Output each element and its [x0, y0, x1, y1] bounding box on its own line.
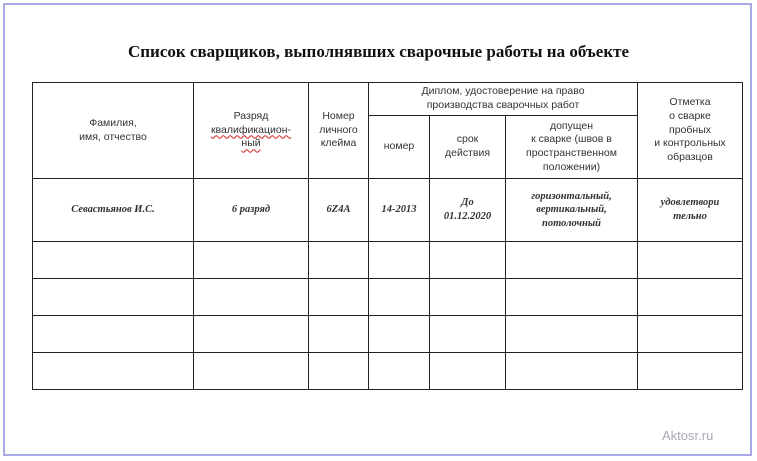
header-rank-line3: ный	[241, 137, 261, 150]
document-title: Список сварщиков, выполнявших сварочные работы на объекте	[127, 42, 630, 61]
empty-row	[33, 242, 743, 279]
header-mark	[638, 83, 743, 179]
cell-rank: 6 разряд	[194, 179, 309, 242]
welders-table	[32, 82, 743, 390]
header-stamp-label: Номер личного клейма	[319, 110, 358, 150]
cell-stamp: 6Z4A	[309, 179, 369, 242]
header-admitted-label: допущен к сварке (швов в пространственном положении)	[526, 119, 617, 173]
header-rank	[194, 83, 309, 179]
header-diploma-label: Диплом, удостоверение на право производства сварочных работ	[421, 85, 585, 111]
header-diploma	[369, 83, 638, 116]
empty-row	[33, 353, 743, 390]
header-number-label: номер	[383, 140, 415, 153]
header-rank-line1: Разряд	[233, 110, 269, 123]
header-name	[33, 83, 194, 179]
cell-validity: До 01.12.2020	[430, 179, 506, 242]
empty-row	[33, 316, 743, 353]
cell-number: 14-2013	[369, 179, 430, 242]
header-mark-label: Отметка о сварке пробных и контрольных образцов	[654, 96, 726, 163]
cell-admitted: горизонтальный, вертикальный, потолочный	[506, 179, 638, 242]
header-admitted	[506, 116, 638, 179]
table-row	[33, 179, 743, 242]
header-name-label: Фамилия, имя, отчество	[79, 116, 147, 143]
header-validity-label: срок действия	[444, 133, 491, 159]
header-row-top	[33, 83, 743, 116]
header-rank-line2: квалификацион-	[210, 123, 292, 136]
header-number	[369, 116, 430, 179]
watermark: Aktosr.ru	[662, 428, 714, 443]
cell-mark: удовлетвори тельно	[638, 179, 743, 242]
header-stamp	[309, 83, 369, 179]
empty-row	[33, 279, 743, 316]
cell-name: Севастьянов И.С.	[33, 179, 194, 242]
header-validity	[430, 116, 506, 179]
